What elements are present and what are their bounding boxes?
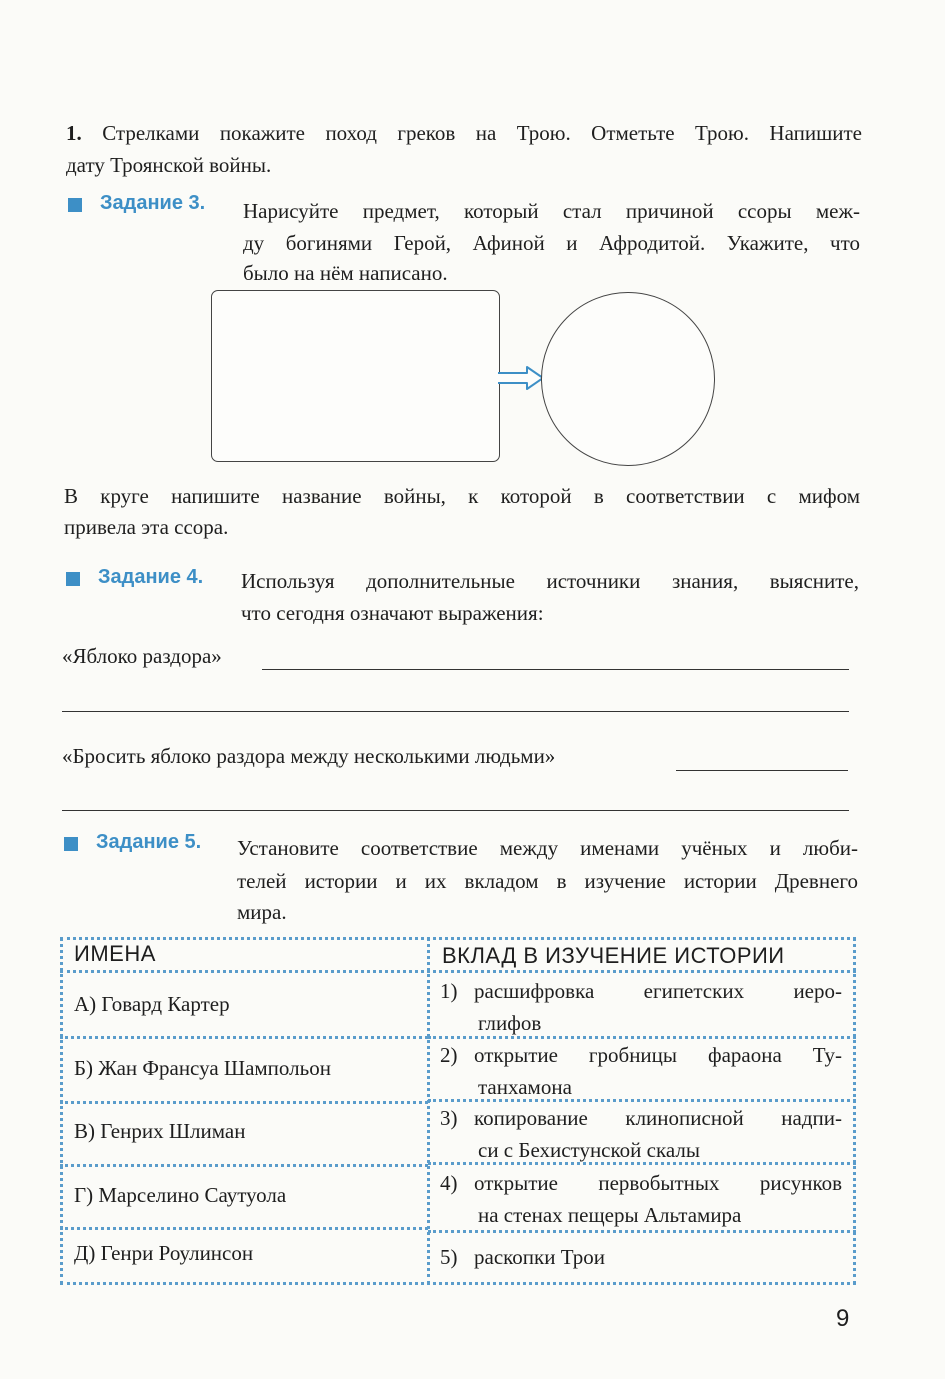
task3-marker-icon bbox=[68, 198, 82, 212]
phrase2-answer-line2[interactable] bbox=[62, 810, 849, 811]
task3-label: Задание 3. bbox=[100, 192, 206, 214]
war-name-circle[interactable] bbox=[541, 292, 715, 466]
task5-line3: мира. bbox=[237, 900, 287, 924]
arrow-right-icon bbox=[497, 366, 547, 390]
phrase2-label: «Бросить яблоко раздора между несколькими людьми» bbox=[62, 744, 556, 768]
contribution-cell: 3) копирование клинописной надпи- си с Бехистунской скалы bbox=[440, 1106, 842, 1162]
phrase1-label: «Яблоко раздора» bbox=[62, 644, 222, 668]
phrase1-answer-line[interactable] bbox=[262, 669, 849, 670]
task4-line1: Используя дополнительные источники знания, выясните, bbox=[241, 569, 859, 593]
header-contribution: ВКЛАД В ИЗУЧЕНИЕ ИСТОРИИ bbox=[442, 943, 785, 968]
contribution-cell: 4) открытие первобытных рисунков на стенах пещеры Альтамира bbox=[440, 1171, 842, 1227]
row-separator bbox=[60, 1164, 428, 1167]
task5-line1: Установите соответствие между именами учёных и люби- bbox=[237, 836, 858, 860]
matching-table bbox=[60, 937, 856, 1285]
task1-line1: 1. Стрелками покажите поход греков на Трою. Отметьте Трою. Напишите bbox=[66, 121, 863, 145]
table-border-left bbox=[60, 937, 63, 1285]
task3-line1: Нарисуйте предмет, который стал причиной ссоры меж- bbox=[243, 199, 860, 223]
row-separator bbox=[60, 1101, 428, 1104]
task4-label: Задание 4. bbox=[98, 566, 204, 588]
header-names: ИМЕНА bbox=[74, 941, 156, 966]
task3-line2: ду богинями Герой, Афиной и Афродитой. Укажите, что bbox=[243, 231, 860, 255]
task4-line2: что сегодня означают выражения: bbox=[241, 601, 544, 625]
name-cell: Г) Марселино Саутуола bbox=[74, 1183, 287, 1207]
task5-marker-icon bbox=[64, 837, 78, 851]
task3-after-line2: привела эта ссора. bbox=[64, 515, 229, 539]
task3-line3: было на нём написано. bbox=[243, 261, 448, 285]
task5-line2: телей истории и их вкладом в изучение истории Древнего bbox=[237, 869, 858, 893]
task3-after-line1: В круге напишите название войны, к которой в соответствии с мифом bbox=[64, 484, 860, 508]
name-cell: А) Говард Картер bbox=[74, 992, 230, 1016]
contribution-cell: 5) раскопки Трои bbox=[440, 1245, 605, 1269]
task4-marker-icon bbox=[66, 572, 80, 586]
name-cell: Б) Жан Франсуа Шампольон bbox=[74, 1056, 331, 1080]
phrase1-answer-line2[interactable] bbox=[62, 711, 849, 712]
task1-line2: дату Троянской войны. bbox=[66, 153, 272, 177]
contribution-cell: 1) расшифровка египетских иеро- глифов bbox=[440, 979, 842, 1035]
table-border-bottom bbox=[60, 1282, 856, 1285]
page-number: 9 bbox=[836, 1305, 850, 1332]
name-cell: В) Генрих Шлиман bbox=[74, 1119, 246, 1143]
drawing-box[interactable] bbox=[211, 290, 500, 462]
name-cell: Д) Генри Роулинсон bbox=[74, 1241, 254, 1265]
contribution-cell: 2) открытие гробницы фараона Ту- танхамона bbox=[440, 1043, 842, 1099]
phrase2-answer-line[interactable] bbox=[676, 770, 848, 771]
task5-label: Задание 5. bbox=[96, 831, 202, 853]
row-separator bbox=[60, 1227, 428, 1230]
row-separator bbox=[60, 1036, 428, 1039]
task1-number: 1. bbox=[66, 121, 82, 145]
